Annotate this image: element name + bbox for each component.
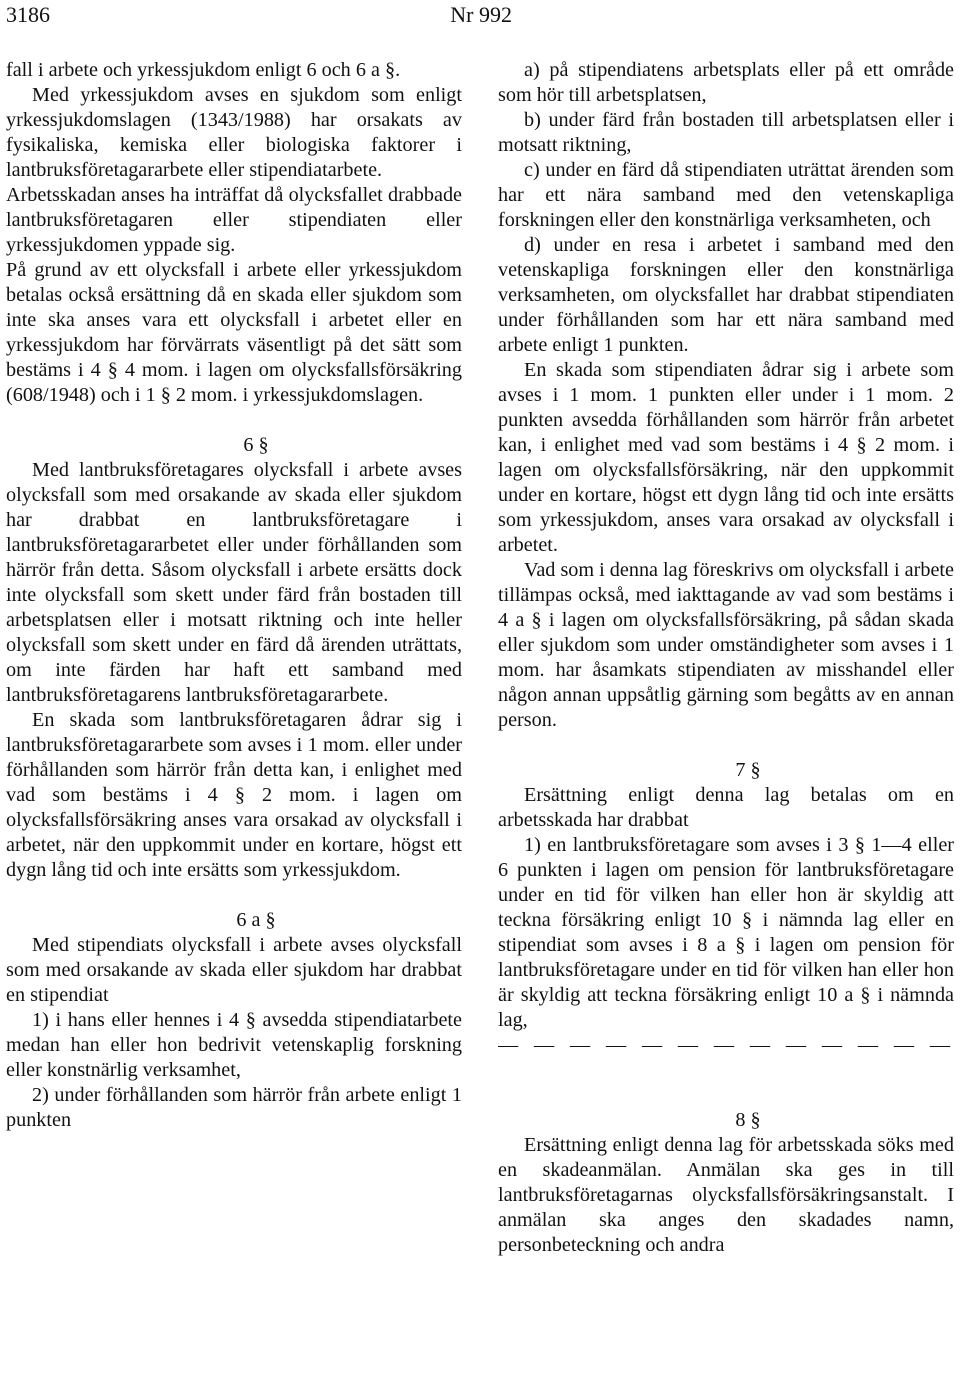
right-column [498, 58, 954, 1258]
paragraph: På grund av ett olycksfall i arbete eller yrkessjukdom betalas också ersättning då en skada eller sjukdom som inte ska anses vara ett olycksfall i arbetet eller en yrkessjukdom har förvärrats väsentligt på det sätt som bestäms i 4 § 4 mom. i lagen om olycksfallsförsäkring (608/1948) och i 1 § 2 mom. i yrkessjukdomslagen. [6, 259, 462, 406]
page-header [6, 2, 512, 28]
paragraph: fall i arbete och yrkessjukdom enligt 6 och 6 a §. [6, 59, 401, 81]
paragraph: Ersättning enligt denna lag betalas om en arbetsskada har drabbat [498, 784, 954, 831]
paragraph: Med yrkessjukdom avses en sjukdom som enligt yrkessjukdomslagen (1343/1988) har orsakats av fysikaliska, kemiska eller biologiska faktorer i lantbruksföretagararbete eller stipendiatarbete. [6, 84, 462, 181]
paragraph: b) under färd från bostaden till arbetsplatsen eller i motsatt riktning, [498, 109, 954, 156]
paragraph: Med lantbruksföretagares olycksfall i arbete avses olycksfall som med orsakande av skada eller sjukdom har drabbat en lantbruksföretagare i lantbruksföretagararbetet eller under förhållanden som härrör från detta. Såsom olycksfall i arbete ersätts dock inte olycksfall som skett under färd från bostaden till arbetsplatsen eller i motsatt riktning och inte heller olycksfall som skett under en färd då ärenden uträttats, om inte färden har haft ett samband med lantbruksföretagarens lantbruksföretagararbete. [6, 459, 462, 706]
paragraph: c) under en färd då stipendiaten uträttat ärenden som har ett nära samband med den vetenskapliga forskningen eller den konstnärliga verksamheten, och [498, 159, 954, 231]
paragraph: d) under en resa i arbetet i samband med den vetenskapliga forskningen eller den konstnärliga verksamheten, om olycksfallet har drabbat stipendiaten under förhållanden som har ett nära samband med arbete enligt 1 punkten. [498, 234, 954, 356]
paragraph: 1) i hans eller hennes i 4 § avsedda stipendiatarbete medan han eller hon bedrivit vetenskaplig forskning eller konstnärlig verksamhet, [6, 1009, 462, 1081]
paragraph: Arbetsskadan anses ha inträffat då olycksfallet drabbade lantbruksföretagaren eller stipendiaten eller yrkessjukdomen yppade sig. [6, 184, 462, 256]
paragraph: En skada som stipendiaten ådrar sig i arbete som avses i 1 mom. 1 punkten eller under i 1 mom. 2 punkten avsedda förhållanden som härrör från arbetet kan, i enlighet med vad som bestäms i 4 § 2 mom. i lagen om olycksfallsförsäkring, när den uppkommit under en kortare, högst ett dygn lång tid och inte ersätts som yrkessjukdom, anses vara orsakad av olycksfall i arbetet. [498, 359, 954, 556]
paragraph: 1) en lantbruksföretagare som avses i 3 § 1—4 eller 6 punkten i lagen om pension för lantbruksföretagare under en tid för vilken han eller hon är skyldig att teckna försäkring enligt 10 § i nämnda lag eller en stipendiat som avses i 8 a § i lagen om pension för lantbruksföretagare under en tid för vilken han eller hon är skyldig att teckna försäkring enligt 10 a § i nämnda lag, [498, 834, 954, 1031]
paragraph: En skada som lantbruksföretagaren ådrar sig i lantbruksföretagararbete som avses i 1 mom. eller under förhållanden som härrör från detta kan, i enlighet med vad som bestäms i 4 § 2 mom. i lagen om olycksfallsförsäkring anses vara orsakad av olycksfall i arbetet, när den uppkommit under en kortare, högst ett dygn lång tid och inte ersätts som yrkessjukdom. [6, 709, 462, 881]
issue-number: Nr 992 [450, 2, 512, 27]
paragraph: Med stipendiats olycksfall i arbete avses olycksfall som med orsakande av skada eller sjukdom har drabbat en stipendiat [6, 934, 462, 1006]
section-heading-8: 8 § [735, 1109, 761, 1131]
omission-dashes: — — — — — — — — — — — — — [498, 1034, 950, 1056]
section-heading-6a: 6 a § [236, 909, 276, 931]
page-number: 3186 [6, 2, 50, 27]
paragraph: Vad som i denna lag föreskrivs om olycksfall i arbete tillämpas också, med iakttagande av vad som bestäms i 4 a § i lagen om olycksfallsförsäkring, på sådan skada eller sjukdom som under omständigheter som avses i 1 mom. har åsamkats stipendiaten av misshandel eller någon annan uppsåtlig gärning som begåtts av en annan person. [498, 559, 954, 731]
section-heading-6: 6 § [243, 434, 269, 456]
paragraph: Ersättning enligt denna lag för arbetsskada söks med en skadeanmälan. Anmälan ska ges in till lantbruksföretagarnas olycksfallsförsäkringsanstalt. I anmälan ska anges den skadades namn, personbeteckning och andra [498, 1134, 954, 1256]
paragraph: a) på stipendiatens arbetsplats eller på ett område som hör till arbetsplatsen, [498, 59, 954, 106]
paragraph: 2) under förhållanden som härrör från arbete enligt 1 punkten [6, 1084, 462, 1131]
left-column [6, 58, 462, 1133]
section-heading-7: 7 § [735, 759, 761, 781]
spacer [498, 1058, 954, 1083]
